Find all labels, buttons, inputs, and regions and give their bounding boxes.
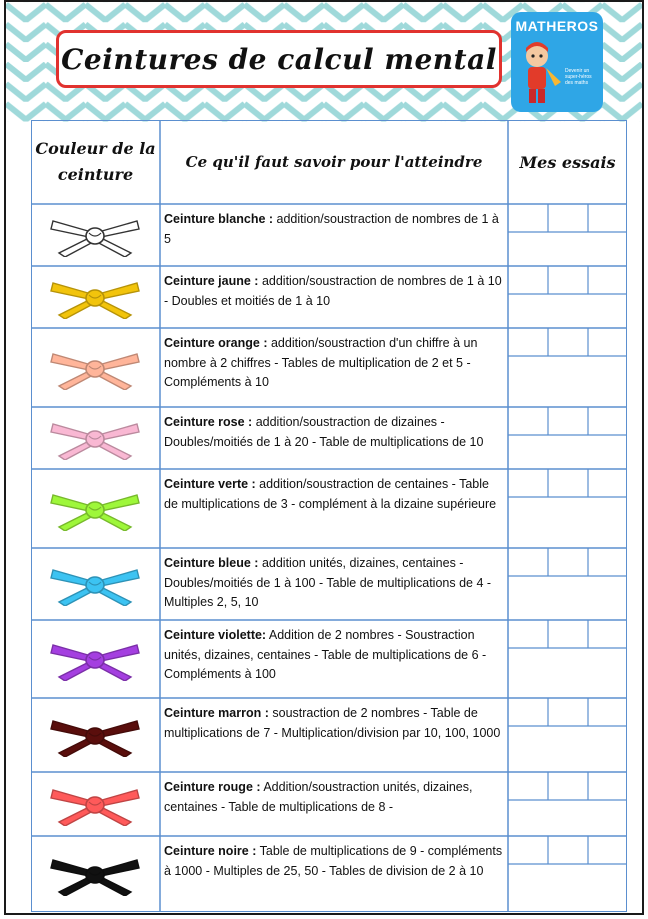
belt-name: Ceinture bleue :	[164, 556, 259, 570]
belt-pink-icon	[49, 416, 141, 460]
belt-name: Ceinture rouge :	[164, 780, 261, 794]
attempt-cell[interactable]	[588, 548, 627, 576]
belt-requirement-text: Addition de 2 nombres - Soustraction unités, dizaines, centaines - Table de multiplications de 6 - Compléments à 100	[164, 628, 487, 681]
attempt-cell[interactable]	[508, 328, 548, 356]
attempt-cell[interactable]	[548, 204, 588, 232]
superhero-icon	[511, 12, 603, 112]
belt-violet-icon	[49, 637, 141, 681]
belt-white-icon	[49, 213, 141, 257]
belt-requirement-text: addition/soustraction d'un chiffre à un nombre à 2 chiffres - Tables de multiplication de 2 et 5 - Compléments à 10	[164, 336, 478, 389]
attempt-cell[interactable]	[548, 836, 588, 864]
belt-yellow-icon	[49, 275, 141, 319]
attempt-cell[interactable]	[508, 407, 548, 435]
attempt-cell[interactable]	[508, 469, 548, 497]
attempt-cell[interactable]	[588, 469, 627, 497]
header-requirements: Ce qu'il faut savoir pour l'atteindre	[185, 153, 483, 171]
attempt-cell[interactable]	[508, 772, 548, 800]
belt-requirement-text: soustraction de 2 nombres - Table de multiplications de 7 - Multiplication/division par 10, 100, 1000	[164, 706, 501, 740]
belt-black-icon	[49, 852, 141, 896]
belt-description	[164, 778, 504, 817]
attempt-cell[interactable]	[588, 836, 627, 864]
belt-description	[164, 842, 504, 881]
attempt-cell[interactable]	[588, 772, 627, 800]
attempt-cell[interactable]	[588, 698, 627, 726]
belt-green-icon	[49, 487, 141, 531]
belt-name: Ceinture verte :	[164, 477, 256, 491]
belt-name: Ceinture rose :	[164, 415, 253, 429]
title-box	[56, 30, 502, 88]
belt-name: Ceinture blanche :	[164, 212, 274, 226]
belt-name: Ceinture marron :	[164, 706, 269, 720]
belts-table	[31, 120, 627, 912]
page-title: Ceintures de calcul mental	[61, 42, 497, 76]
header-attempts: Mes essais	[519, 152, 616, 172]
worksheet-page	[4, 0, 644, 915]
attempt-cell[interactable]	[548, 266, 588, 294]
logo-tagline: Devenir un super-héros des maths	[565, 68, 592, 86]
attempt-cell[interactable]	[508, 836, 548, 864]
attempt-cell[interactable]	[548, 698, 588, 726]
belt-name: Ceinture noire :	[164, 844, 257, 858]
belt-description	[164, 210, 504, 249]
attempt-cell[interactable]	[508, 698, 548, 726]
attempt-cell[interactable]	[508, 620, 548, 648]
attempt-cell[interactable]	[548, 328, 588, 356]
belt-description	[164, 704, 504, 743]
belt-requirement-text: Addition/soustraction unités, dizaines, centaines - Table de multiplications de 8 -	[164, 780, 473, 814]
belt-name: Ceinture violette:	[164, 628, 267, 642]
matheros-logo	[511, 12, 603, 112]
belt-brown-icon	[49, 713, 141, 757]
attempt-cell[interactable]	[548, 772, 588, 800]
belt-red-icon	[49, 782, 141, 826]
attempt-cell[interactable]	[588, 620, 627, 648]
belt-description	[164, 475, 504, 514]
belt-name: Ceinture jaune :	[164, 274, 259, 288]
belt-requirement-text: addition/soustraction de centaines - Table de multiplications de 3 - complément à la dizaine supérieure	[164, 477, 497, 511]
attempt-cell[interactable]	[508, 548, 548, 576]
attempt-cell[interactable]	[548, 407, 588, 435]
attempt-cell[interactable]	[588, 328, 627, 356]
belt-requirement-text: addition/soustraction de nombres de 1 à 5	[164, 212, 499, 246]
belt-description	[164, 554, 504, 613]
belt-description	[164, 334, 504, 393]
belt-requirement-text: addition/soustraction de nombres de 1 à 10 - Doubles et moitiés de 1 à 10	[164, 274, 502, 308]
belt-requirement-text: Table de multiplications de 9 - compléments à 1000 - Multiples de 25, 50 - Tables de division de 2 à 10	[164, 844, 503, 878]
attempt-cell[interactable]	[588, 407, 627, 435]
attempt-cell[interactable]	[588, 204, 627, 232]
attempt-cell[interactable]	[508, 204, 548, 232]
attempt-cell[interactable]	[548, 620, 588, 648]
belt-description	[164, 413, 504, 452]
belt-orange-icon	[49, 346, 141, 390]
attempt-cell[interactable]	[548, 469, 588, 497]
belt-requirement-text: addition unités, dizaines, centaines - Doubles/moitiés de 1 à 100 - Table de multiplications de 4 -Multiples 2, 5, 10	[164, 556, 492, 609]
belt-description	[164, 272, 504, 311]
belt-description	[164, 626, 504, 685]
attempt-cell[interactable]	[588, 266, 627, 294]
attempt-cell[interactable]	[548, 548, 588, 576]
header-belt-color: Couleur de la ceinture	[35, 139, 156, 184]
logo-name: MATHEROS	[515, 18, 599, 34]
belt-name: Ceinture orange :	[164, 336, 268, 350]
belt-blue-icon	[49, 562, 141, 606]
attempt-cell[interactable]	[508, 266, 548, 294]
belt-requirement-text: addition/soustraction de dizaines - Doubles/moitiés de 1 à 20 - Table de multiplications de 10	[164, 415, 484, 449]
